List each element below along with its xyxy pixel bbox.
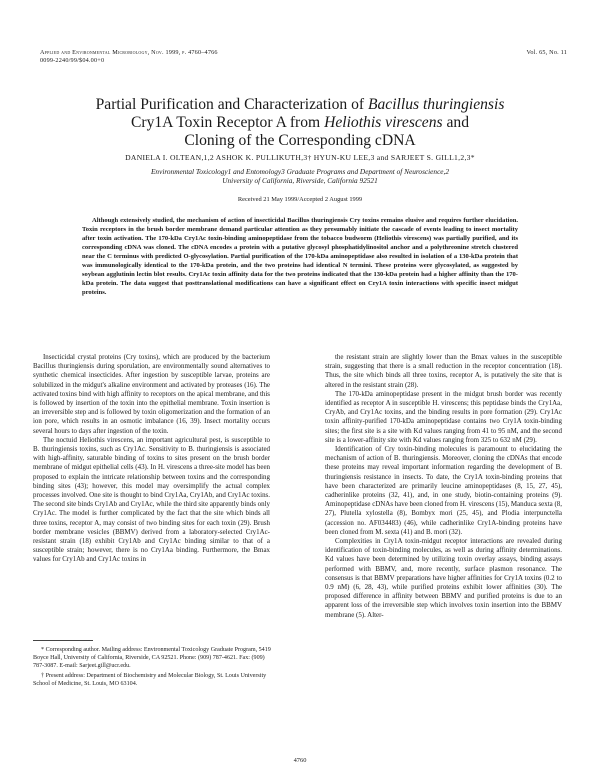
body-paragraph: Identification of Cry toxin-binding molecules is paramount to elucidating the mechanism of action of B. thuringiensis. Moreover, cloning the cDNAs that encode these proteins may reveal important information regarding the development of B. thuringiensis resistance in insects. To date, the Cry1A toxin-binding proteins that have been characterized are primarily leucine aminopeptidases (8, 15, 27, 45), cadherinlike proteins (32, 41), and, in one study, biotin-containing proteins (9). Aminopeptidase cDNAs have been cloned from H. virescens (15), Manduca sexta (8, 27), Plutella xylostella (8), Bombyx mori (25, 45), and Plodia interpunctella (accession no. AF034483) (46), while cadherinlike Cry1A-binding proteins have been cloned from M. sexta (41) and B. mori (32).	[325, 445, 562, 536]
footnotes	[33, 646, 273, 690]
abstract: Although extensively studied, the mechanism of action of insecticidal Bacillus thuringiensis Cry toxins remains elusive and requires further elucidation. Toxin receptors in the brush border membrane demand particular attention as they presumably initiate the cascade of events leading to insect mortality after toxin activation. The 170-kDa Cry1Ac toxin-binding aminopeptidase from the tobacco budworm (Heliothis virescens) was partially purified, and its corresponding cDNA was cloned. The cDNA encodes a protein with a putative glycosyl phosphatidylinositol anchor and a polythreonine stretch clustered near the C terminus with predicted O-glycosylation. Partial purification of the 170-kDa aminopeptidase also resulted in isolation of a 130-kDa protein that was immunologically identical to the 170-kDa protein, and the two proteins had identical N termini. These proteins were glycosylated, as suggested by soybean agglutinin lectin blot results. Cry1Ac toxin affinity data for the two proteins indicated that the 130-kDa protein had a higher affinity than the 170-kDa protein. The data suggest that posttranslational modifications can have a significant effect on Cry1A toxin interactions with specific insect midgut proteins.	[82, 217, 518, 296]
title-line-2-species: Heliothis virescens	[324, 114, 443, 131]
article-title	[40, 96, 560, 150]
affiliation	[40, 167, 560, 186]
body-column-right	[325, 353, 562, 620]
received-dates: Received 21 May 1999/Accepted 2 August 1999	[237, 196, 363, 203]
corresponding-author-note: * Corresponding author. Mailing address: Environmental Toxicology Graduate Program, 5419 Boyce Hall, University of California, Riverside, CA 92521. Phone: (909) 787-4621. Fax: (909) 787-3087. E-mail: Sarjeet.gill@ucr.edu.	[33, 647, 271, 670]
body-paragraph: Complexities in Cry1A toxin-midgut receptor interactions are revealed during identification of toxin-binding molecules, as well as during affinity determinations. Kd values have been determined by utilizing toxin overlay assays, binding assays performed with BBMV, and, more recently, surface plasmon resonance. The consensus is that BBMV preparations have higher affinities for Cry1A toxins (0.2 to 0.9 nM) (6, 28, 43), while purified proteins exhibit lower affinities (30). The proposed difference in affinity between BBMV and purified proteins is due to an apparent loss of the irreversible step which involves toxin insertion into the BBMV membrane (5). Alter-	[325, 537, 562, 619]
issn-line: 0099-2240/99/$04.00+0	[40, 57, 105, 64]
title-line-2-end: and	[442, 114, 470, 131]
affiliation-line-1: Environmental Toxicology1 and Entomology3 Graduate Programs and Department of Neuroscience,2	[150, 167, 450, 176]
title-line-1-species: Bacillus thuringiensis	[367, 96, 505, 113]
title-line-3: Cloning of the Corresponding cDNA	[184, 132, 416, 149]
title-line-2	[40, 114, 560, 132]
title-line-2-text: Cry1A Toxin Receptor A from	[130, 114, 325, 131]
body-paragraph: Insecticidal crystal proteins (Cry toxins), which are produced by the bacterium Bacillus thuringiensis during sporulation, are environmentally sound alternatives to synthetic chemical insecticides. After ingestion by susceptible larvae, proteins are solubilized in the midgut's alkaline environment and activated by proteases (16). The activated toxins bind with high affinity to receptors on the apical membrane, and this is followed by insertion of the toxin into the epithelial membrane. Toxin insertion is an irreversible step and is followed by toxin oligomerization and the formation of an ion pore, which results in an osmotic imbalance (16, 39). Insect mortality occurs several hours to days after ingestion of the toxin.	[33, 353, 270, 435]
footnote-divider	[33, 640, 93, 641]
author-list: DANIELA I. OLTEAN,1,2 ASHOK K. PULLIKUTH,3† HYUN-KU LEE,3 and SARJEET S. GILL1,2,3*	[125, 153, 475, 162]
body-paragraph: The 170-kDa aminopeptidase present in the midgut brush border was recently identified as receptor A in susceptible H. virescens; this peptidase binds the Cry1Aa, CryAb, and Cry1Ac toxins, and the binding results in pore formation (29). Cry1Ac toxin affinity-purified 170-kDa aminopeptidase contains two Cry1A toxin-binding sites; the first site is a site with Kd values ranging from 41 to 95 nM, and the second site is a lower-affinity site with Kd values ranging from 325 to 632 nM (29).	[325, 389, 562, 444]
body-column-left	[33, 353, 270, 565]
title-line-1	[40, 96, 560, 114]
body-paragraph: the resistant strain are slightly lower than the Bmax values in the susceptible strain, suggesting that there is a small reduction in the receptor concentration (18). Thus, the site which binds all three toxins, receptor A, is putatively the site that is altered in the resistant strain (28).	[325, 353, 562, 389]
body-paragraph: The noctuid Heliothis virescens, an important agricultural pest, is susceptible to B. thuringiensis toxins, such as Cry1Ac. Sensitivity to B. thuringiensis is associated with high-affinity, saturable binding of toxins to sites present on the brush border membrane of midgut epithelial cells (43). In H. virescens a three-site model has been proposed to explain the intricate relationship between toxins and the corresponding binding sites (43); however, this model may oversimplify the actual complex processes involved. One site is thought to bind Cry1Aa, Cry1Ab, and Cry1Ac toxins. The second site binds Cry1Ab and Cry1Ac, while the third site apparently binds only Cry1Ac. The model is further complicated by the fact that the site which binds all three toxins, receptor A, may consist of two binding sites for each toxin (29). Brush border membrane vesicles (BBMV) derived from a laboratory-selected Cry1Ac-resistant strain (18) exhibit Cry1Ab and Cry1Ac binding similar to that of a susceptible strain; however, there is no Cry1Aa binding. Furthermore, the Bmax values for Cry1Ab and Cry1Ac toxins in	[33, 435, 270, 564]
title-line-1-text: Partial Purification and Characterization of	[95, 96, 368, 113]
journal-citation: Applied and Environmental Microbiology, Nov. 1999, p. 4760–4766	[40, 49, 218, 56]
volume-issue: Vol. 65, No. 11	[526, 49, 567, 56]
affiliation-line-2: University of California, Riverside, California 92521	[222, 176, 378, 186]
page-number: 4760	[293, 757, 307, 764]
present-address-note: † Present address: Department of Biochemistry and Molecular Biology, St. Louis University School of Medicine, St. Louis, MO 63104.	[33, 673, 267, 688]
